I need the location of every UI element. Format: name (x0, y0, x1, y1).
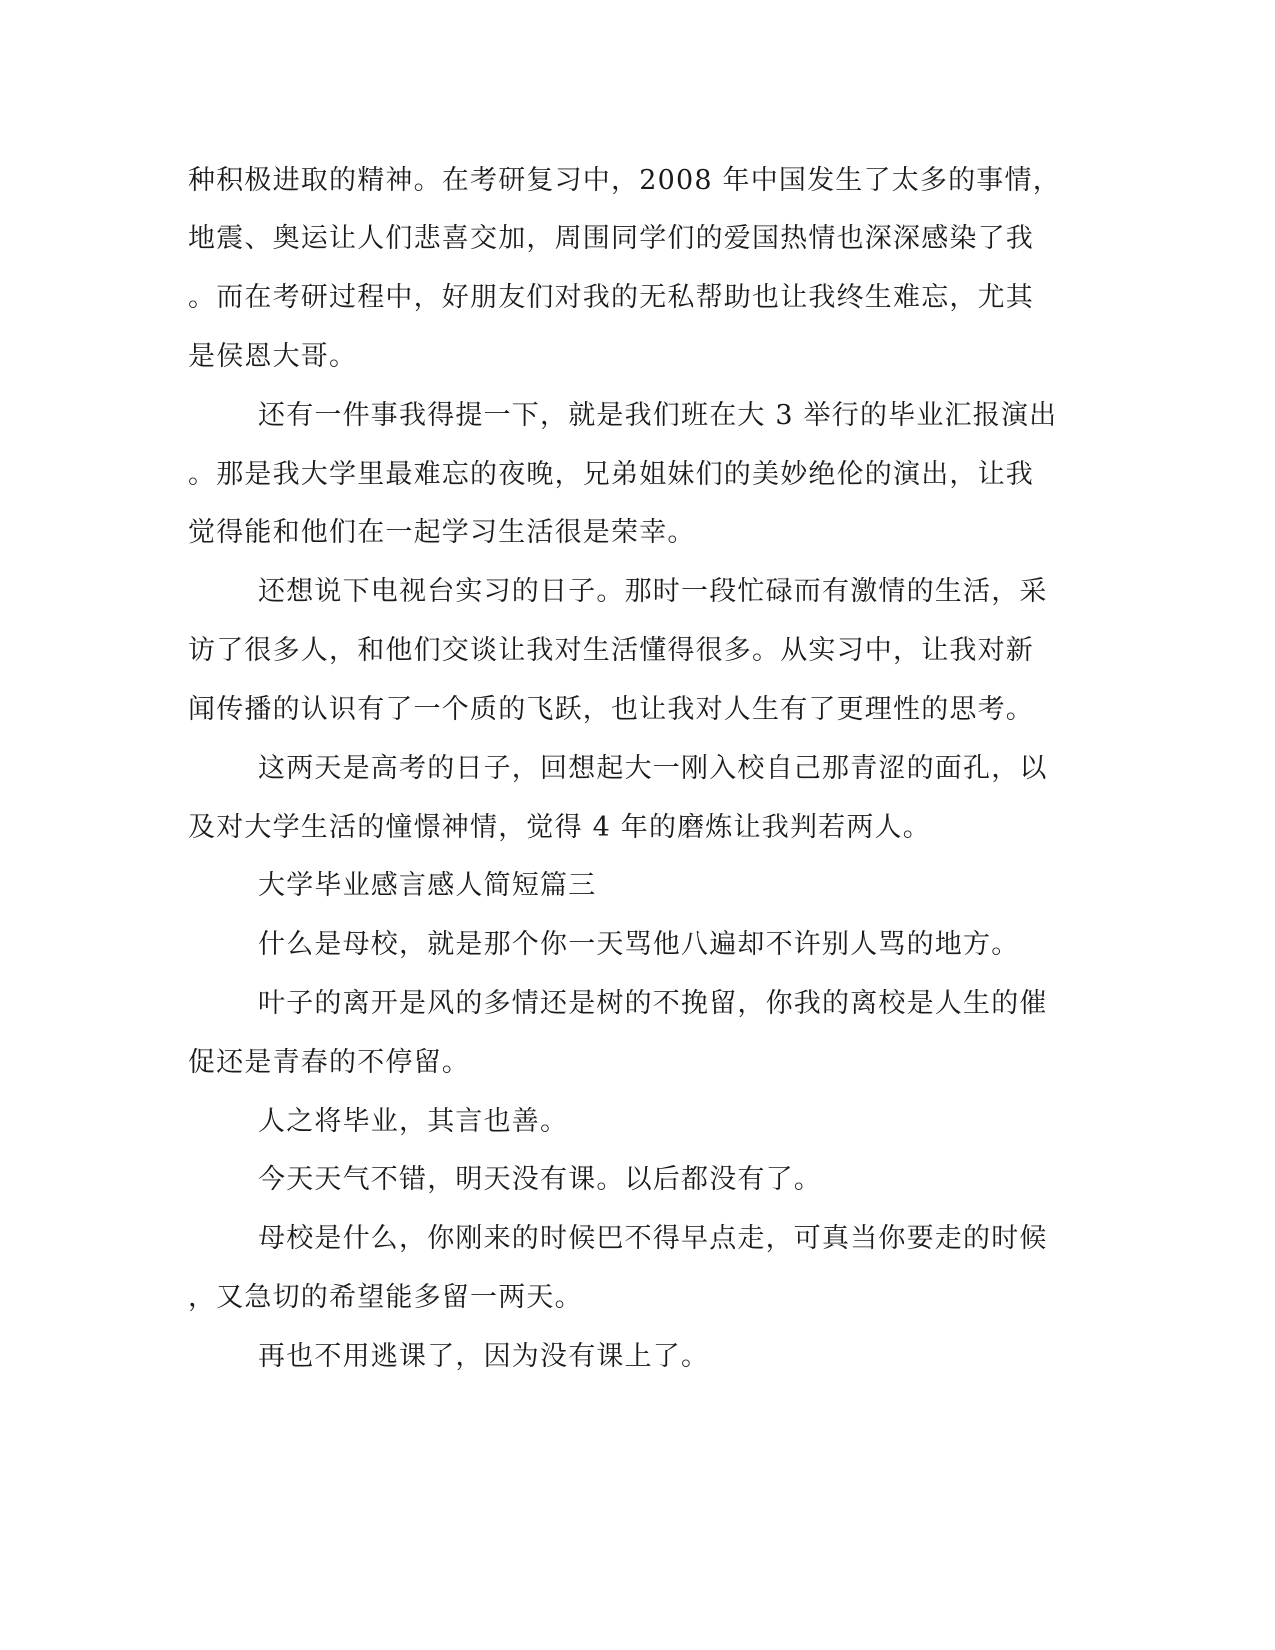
text-line: 母校是什么，你刚来的时候巴不得早点走，可真当你要走的时候 (258, 1223, 1048, 1254)
text-line: 种积极进取的精神。在考研复习中，2008 年中国发生了太多的事情， (188, 165, 1061, 196)
text-line: 访了很多人，和他们交谈让我对生活懂得很多。从实习中，让我对新 (188, 635, 1034, 666)
text-line: 这两天是高考的日子，回想起大一刚入校自己那青涩的面孔，以 (258, 753, 1048, 784)
text-line: 是侯恩大哥。 (188, 341, 358, 372)
text-line: 还有一件事我得提一下，就是我们班在大 3 举行的毕业汇报演出 (258, 400, 1058, 431)
text-line: 。那是我大学里最难忘的夜晚，兄弟姐妹们的美妙绝伦的演出，让我 (188, 459, 1034, 490)
text-line: 还想说下电视台实习的日子。那时一段忙碌而有激情的生活，采 (258, 576, 1048, 607)
text-line: 地震、奥运让人们悲喜交加，周围同学们的爱国热情也深深感染了我 (188, 223, 1034, 254)
text-line: 今天天气不错，明天没有课。以后都没有了。 (258, 1164, 822, 1195)
text-line: 什么是母校，就是那个你一天骂他八遍却不许别人骂的地方。 (258, 929, 1020, 960)
text-line: ，又急切的希望能多留一两天。 (188, 1282, 583, 1313)
text-line: 闻传播的认识有了一个质的飞跃，也让我对人生有了更理性的思考。 (188, 694, 1034, 725)
section-heading: 大学毕业感言感人简短篇三 (258, 870, 597, 901)
text-line: 促还是青春的不停留。 (188, 1047, 470, 1078)
text-line: 觉得能和他们在一起学习生活很是荣幸。 (188, 517, 696, 548)
text-line: 人之将毕业，其言也善。 (258, 1106, 569, 1137)
text-line: 叶子的离开是风的多情还是树的不挽留，你我的离校是人生的催 (258, 988, 1048, 1019)
text-line: 。而在考研过程中，好朋友们对我的无私帮助也让我终生难忘，尤其 (188, 282, 1034, 313)
text-line: 及对大学生活的憧憬神情，觉得 4 年的磨炼让我判若两人。 (188, 812, 931, 843)
text-line: 再也不用逃课了，因为没有课上了。 (258, 1341, 710, 1372)
